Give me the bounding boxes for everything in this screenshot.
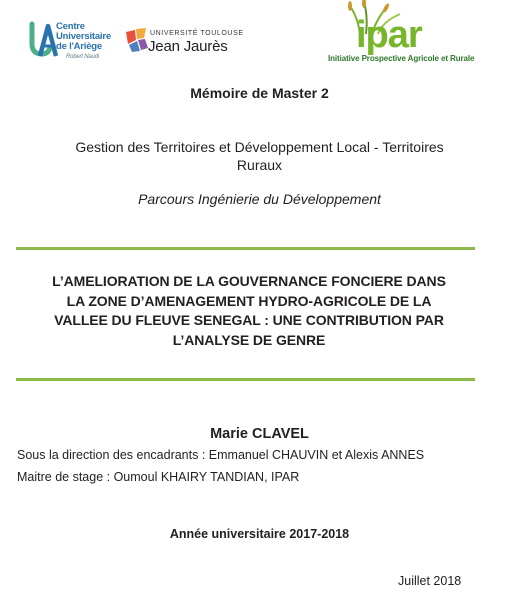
ipar-tagline: Initiative Prospective Agricole et Rurale: [328, 54, 475, 63]
field-line-1: Gestion des Territoires et Développement Local - Territoires: [75, 139, 444, 155]
ipar-wordmark: ipar: [356, 14, 422, 56]
title-line-2: LA ZONE D’AMENAGEMENT HYDRO-AGRICOLE DE LA: [66, 292, 432, 309]
ut-logo-mark: [124, 26, 150, 54]
cua-line2: Universitaire: [56, 31, 111, 42]
field-line-2: Ruraux: [236, 157, 283, 173]
track-name: Parcours Ingénierie du Développement: [138, 191, 381, 207]
cua-logo: [26, 20, 121, 60]
academic-year: Année universitaire 2017-2018: [169, 527, 350, 541]
cua-line1: Centre: [56, 21, 85, 32]
top-divider: [16, 247, 475, 250]
field-of-study: [30, 138, 489, 174]
supervisors-line: Sous la direction des encadrants : Emmanuel CHAUVIN et Alexis ANNES: [17, 448, 425, 462]
document-type: Mémoire de Master 2: [190, 85, 329, 101]
bottom-divider: [16, 378, 475, 381]
cua-logo-mark: [26, 20, 60, 60]
ipar-logo: [322, 0, 482, 70]
cua-logo-text: [56, 22, 111, 62]
author-name: Marie CLAVEL: [210, 426, 309, 442]
thesis-title: [14, 272, 484, 350]
ut-line2: Jean Jaurès: [148, 38, 228, 55]
ut-logo: [124, 24, 254, 58]
title-line-3: VALLEE DU FLEUVE SENEGAL : UNE CONTRIBUTION PAR: [54, 312, 444, 329]
cua-sub: Robert Naudi: [66, 54, 99, 60]
cua-line3: de l'Ariège: [56, 41, 102, 52]
title-line-4: L’ANALYSE DE GENRE: [172, 331, 326, 348]
title-line-1: L’AMELIORATION DE LA GOUVERNANCE FONCIERE DANS: [52, 273, 446, 289]
document-date: Juillet 2018: [398, 574, 462, 588]
internship-supervisor-line: Maitre de stage : Oumoul KHAIRY TANDIAN, IPAR: [17, 470, 300, 484]
ut-line1: UNIVERSITÉ TOULOUSE: [150, 30, 244, 37]
